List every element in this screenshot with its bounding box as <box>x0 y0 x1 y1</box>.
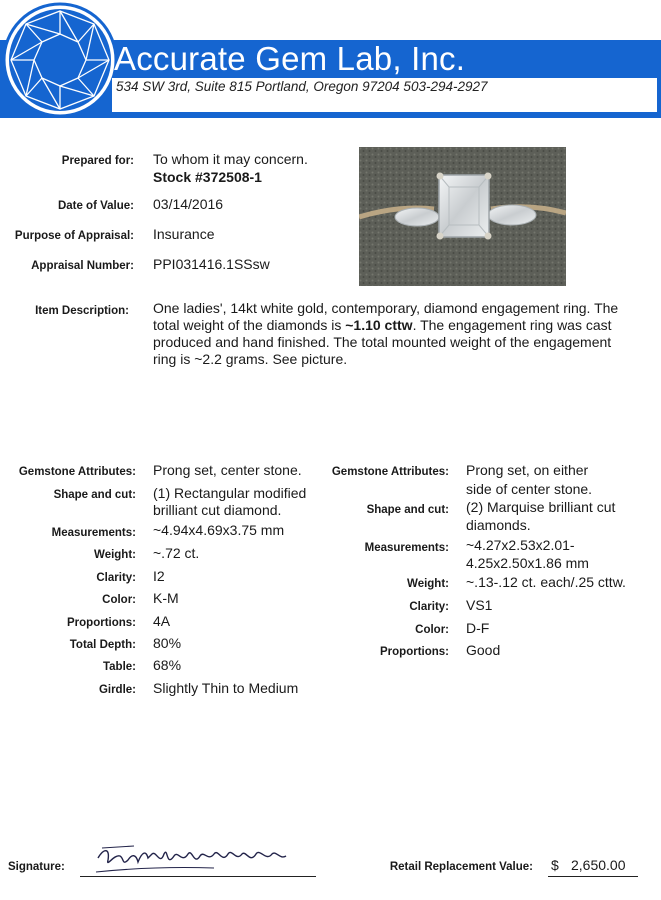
gem-logo-icon <box>2 2 118 118</box>
attr-label: Shape and cut: <box>366 504 449 516</box>
attr-label: Color: <box>415 624 449 636</box>
description-line: produced and hand finished. The total mounted weight of the engagement <box>153 334 612 350</box>
attr-label: Clarity: <box>409 601 449 613</box>
retail-value: 2,650.00 <box>571 857 626 873</box>
purpose-label: Purpose of Appraisal: <box>14 230 134 242</box>
company-address: 534 SW 3rd, Suite 815 Portland, Oregon 97204 503-294-2927 <box>112 78 657 112</box>
attr-label: Color: <box>102 594 136 606</box>
prepared-for-label: Prepared for: <box>61 155 134 167</box>
currency-symbol: $ <box>551 857 559 873</box>
attr-label: Weight: <box>407 578 449 590</box>
handwritten-signature <box>94 840 294 876</box>
attr-value: K-M <box>153 590 179 606</box>
item-description <box>153 300 658 368</box>
stock-number: Stock #372508-1 <box>153 169 262 185</box>
attr-label: Girdle: <box>98 684 136 696</box>
attr-label: Measurements: <box>51 527 136 539</box>
attr-value: ~.72 ct. <box>153 545 200 561</box>
attr-value: ~4.94x4.69x3.75 mm <box>153 522 285 538</box>
attr-value: Good <box>466 642 501 658</box>
attr-label: Table: <box>102 661 136 673</box>
attr-value: Prong set, center stone. <box>153 462 302 478</box>
item-description-label: Item Description: <box>35 305 129 317</box>
attr-label: Gemstone Attributes: <box>18 466 136 478</box>
attr-value: ~4.27x2.53x2.01- <box>466 537 575 553</box>
description-line: total weight of the diamonds is ~1.10 cttw. The engagement ring was cast <box>153 317 612 333</box>
description-line: One ladies', 14kt white gold, contemporary, diamond engagement ring. The <box>153 300 619 316</box>
ring-photo <box>359 147 566 286</box>
attr-value: VS1 <box>466 597 493 613</box>
attr-value: side of center stone. <box>466 481 593 497</box>
signature-line <box>80 876 316 877</box>
attr-label: Proportions: <box>67 617 136 629</box>
purpose-value: Insurance <box>153 226 215 242</box>
attr-value: Slightly Thin to Medium <box>153 680 299 696</box>
attr-value: D-F <box>466 620 490 636</box>
date-of-value-label: Date of Value: <box>57 200 134 212</box>
attr-value: Prong set, on either <box>466 462 589 478</box>
prepared-for-value: To whom it may concern. <box>153 151 308 167</box>
retail-value-line <box>548 876 638 877</box>
appraisal-number-label: Appraisal Number: <box>31 260 134 272</box>
attr-value: brilliant cut diamond. <box>153 502 282 518</box>
attr-label: Clarity: <box>96 572 136 584</box>
attr-value: diamonds. <box>466 517 531 533</box>
attr-label: Weight: <box>94 549 136 561</box>
attr-value: ~.13-.12 ct. each/.25 cttw. <box>466 574 626 590</box>
attr-value: 4A <box>153 613 171 629</box>
attr-label: Shape and cut: <box>53 489 136 501</box>
appraisal-number: PPI031416.1SSsw <box>153 256 270 272</box>
attr-value: (1) Rectangular modified <box>153 485 307 501</box>
attr-label: Proportions: <box>380 646 449 658</box>
attr-label: Total Depth: <box>69 639 136 651</box>
attr-value: I2 <box>153 568 165 584</box>
attr-value: 68% <box>153 657 182 673</box>
attr-label: Gemstone Attributes: <box>331 466 449 478</box>
retail-value-label: Retail Replacement Value: <box>389 861 533 873</box>
attr-value: (2) Marquise brilliant cut <box>466 499 616 515</box>
company-name: Accurate Gem Lab, Inc. <box>114 40 466 77</box>
attr-value: 4.25x2.50x1.86 mm <box>466 555 589 571</box>
attr-value: 80% <box>153 635 182 651</box>
date-of-value: 03/14/2016 <box>153 196 224 212</box>
attr-label: Measurements: <box>364 542 449 554</box>
signature-label: Signature: <box>8 861 65 873</box>
description-line: ring is ~2.2 grams. See picture. <box>153 351 348 367</box>
